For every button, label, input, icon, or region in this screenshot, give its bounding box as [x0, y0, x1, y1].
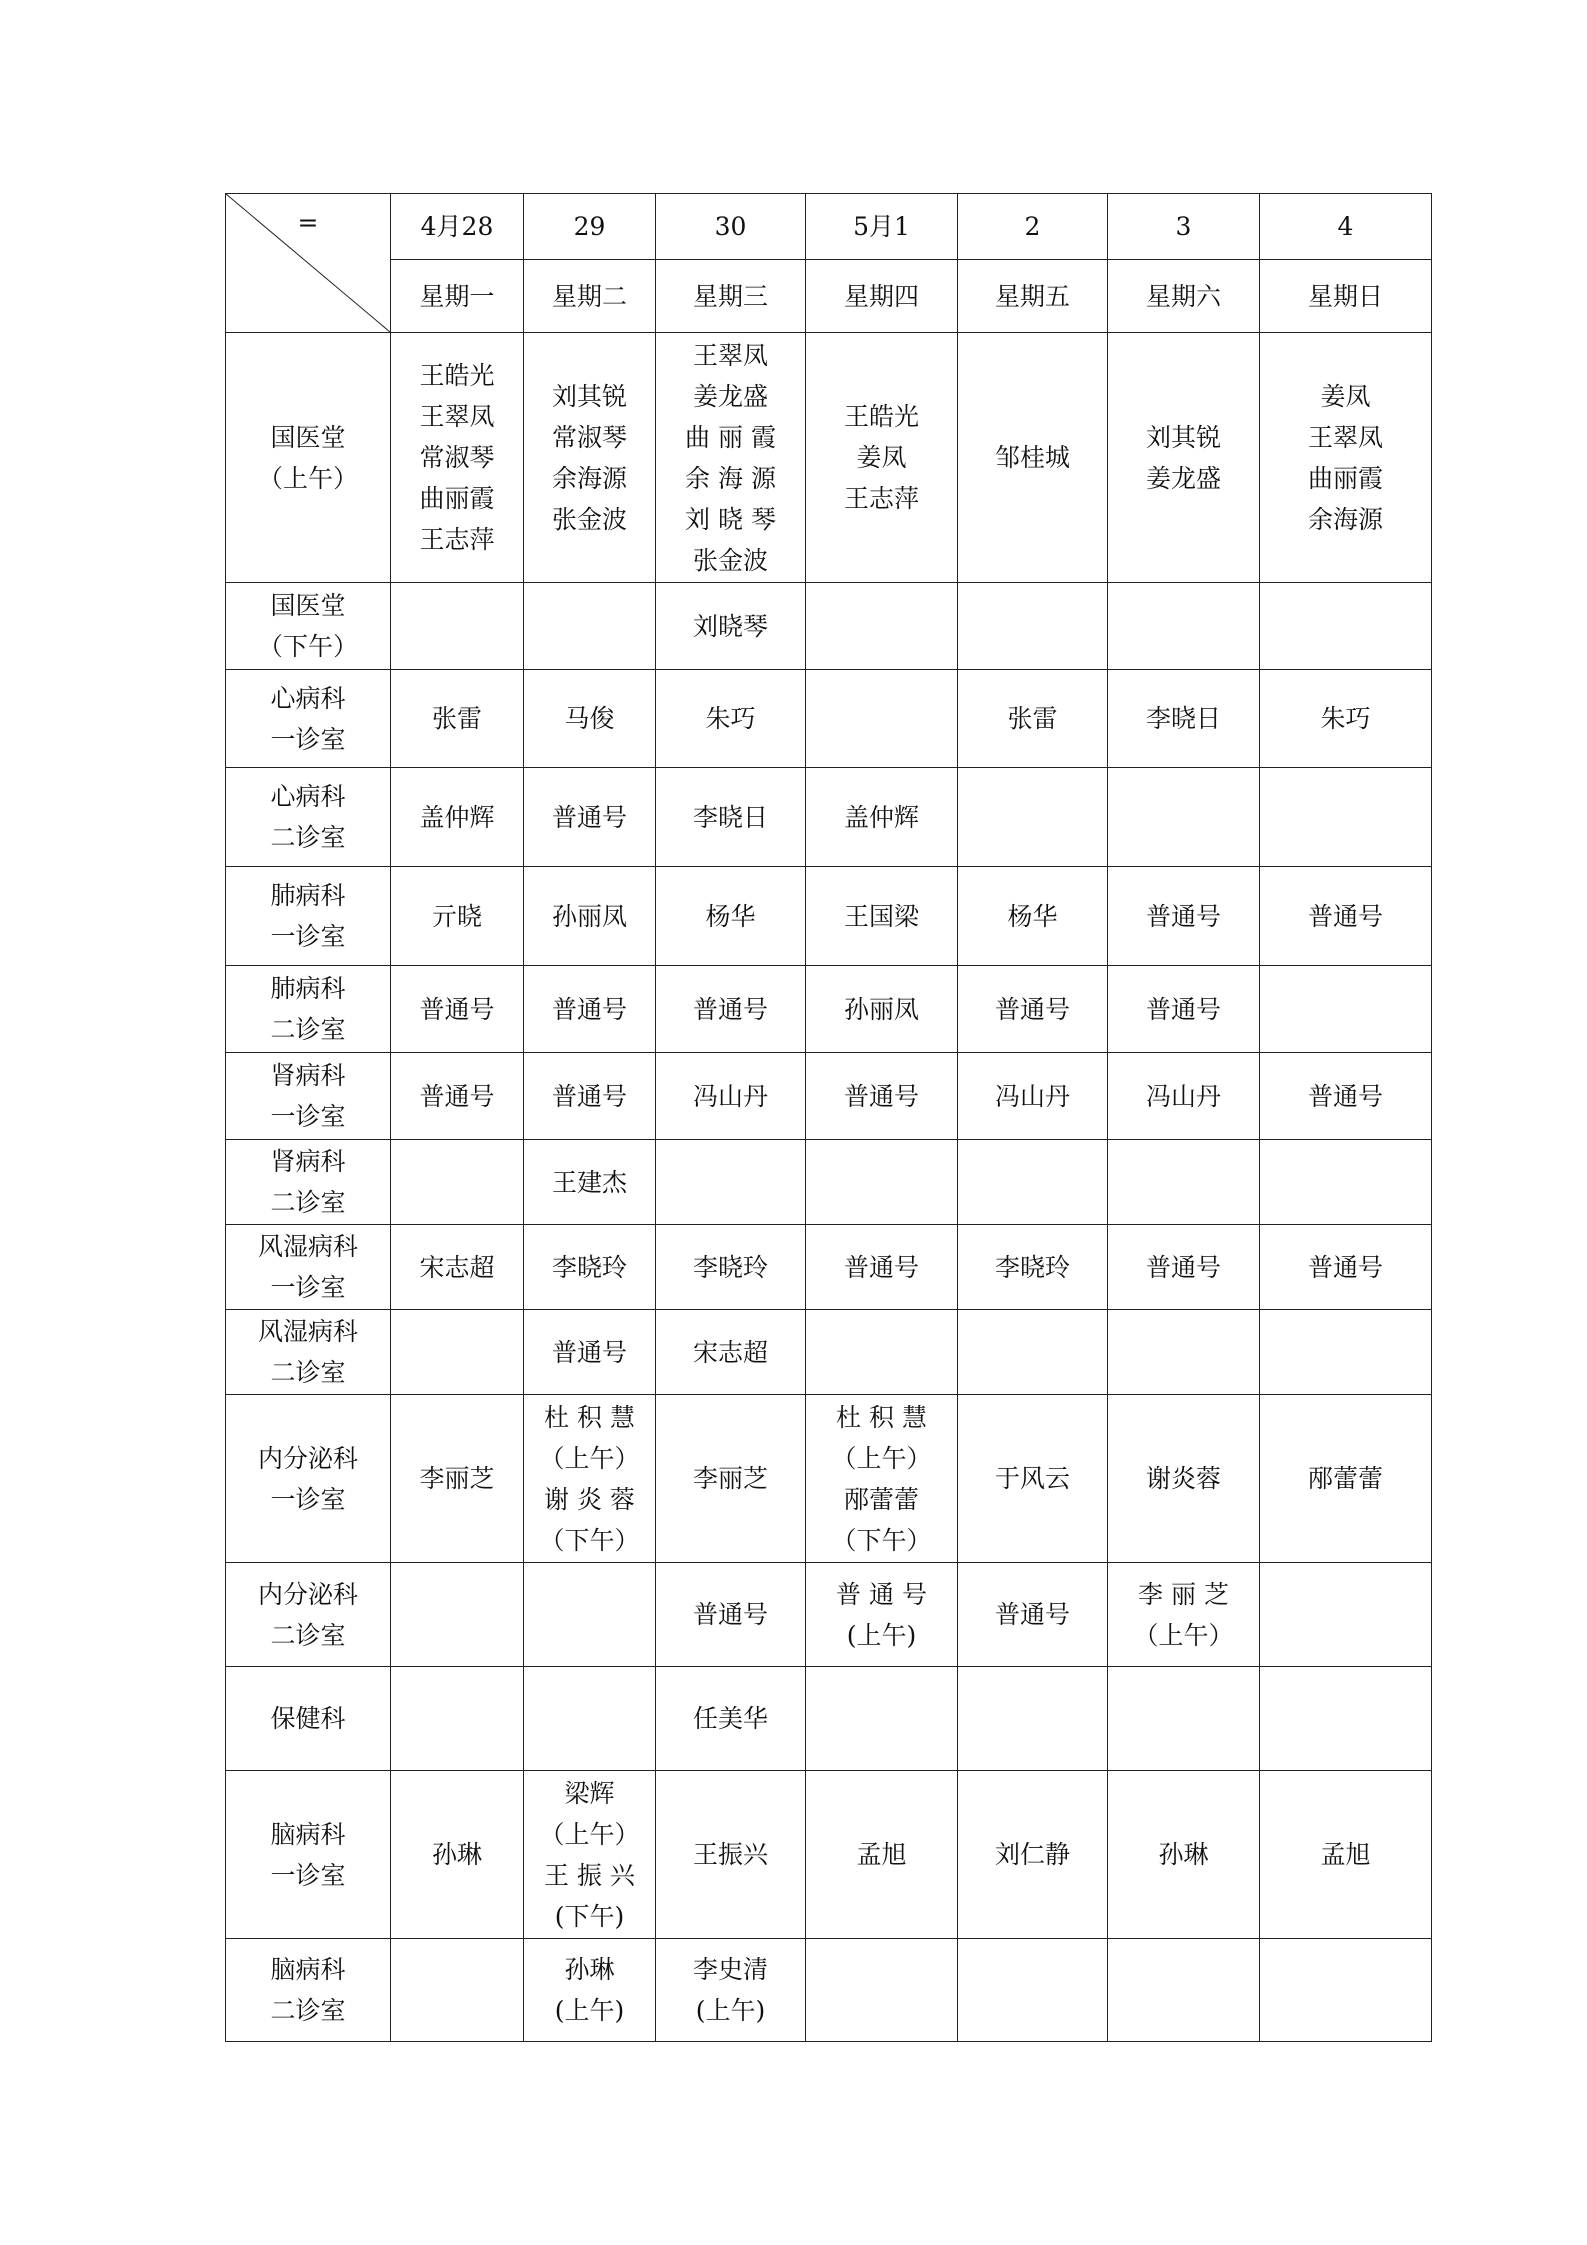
corner-label: = — [297, 208, 319, 237]
date-header-cell: 29 — [524, 194, 656, 260]
duty-schedule-table — [225, 193, 1432, 2042]
doctor-cell: 刘其锐 常淑琴 余海源 张金波 — [524, 333, 656, 583]
doctor-cell: 普通号 — [524, 768, 656, 867]
doctor-cell — [958, 1140, 1108, 1225]
doctor-cell: 普通号 — [524, 966, 656, 1053]
doctor-cell — [1260, 768, 1432, 867]
department-cell: 内分泌科 一诊室 — [226, 1395, 391, 1563]
department-cell: 肺病科 一诊室 — [226, 867, 391, 966]
department-row — [226, 867, 1432, 966]
doctor-cell — [806, 1939, 958, 2042]
doctor-cell: 邴蕾蕾 — [1260, 1395, 1432, 1563]
doctor-cell — [1108, 1310, 1260, 1395]
doctor-cell — [1108, 768, 1260, 867]
doctor-cell: 普通号 — [391, 966, 524, 1053]
doctor-cell — [806, 1310, 958, 1395]
doctor-cell: 冯山丹 — [1108, 1053, 1260, 1140]
doctor-cell: 王翠凤 姜龙盛 曲 丽 霞 余 海 源 刘 晓 琴 张金波 — [656, 333, 806, 583]
doctor-cell: 谢炎蓉 — [1108, 1395, 1260, 1563]
weekday-header-cell: 星期四 — [806, 260, 958, 333]
doctor-cell: 朱巧 — [656, 670, 806, 768]
weekday-header-cell: 星期二 — [524, 260, 656, 333]
weekday-header-cell: 星期日 — [1260, 260, 1432, 333]
doctor-cell: 王建杰 — [524, 1140, 656, 1225]
department-row — [226, 1395, 1432, 1563]
doctor-cell: 普 通 号 (上午) — [806, 1563, 958, 1667]
doctor-cell: 冯山丹 — [656, 1053, 806, 1140]
doctor-cell — [391, 1310, 524, 1395]
doctor-cell: 孙丽凤 — [806, 966, 958, 1053]
doctor-cell: 李丽芝 — [391, 1395, 524, 1563]
doctor-cell — [1260, 583, 1432, 670]
date-header-cell: 30 — [656, 194, 806, 260]
doctor-cell: 刘其锐 姜龙盛 — [1108, 333, 1260, 583]
doctor-cell — [958, 583, 1108, 670]
doctor-cell: 孙丽凤 — [524, 867, 656, 966]
doctor-cell: 王皓光 王翠凤 常淑琴 曲丽霞 王志萍 — [391, 333, 524, 583]
doctor-cell — [391, 1140, 524, 1225]
date-header-cell: 4 — [1260, 194, 1432, 260]
doctor-cell: 李晓玲 — [958, 1225, 1108, 1310]
date-header-row — [226, 194, 1432, 260]
doctor-cell — [524, 1667, 656, 1771]
doctor-cell — [958, 1667, 1108, 1771]
doctor-cell: 王国梁 — [806, 867, 958, 966]
doctor-cell — [806, 1140, 958, 1225]
date-header-cell: 4月28 — [391, 194, 524, 260]
doctor-cell: 盖仲辉 — [391, 768, 524, 867]
department-row — [226, 670, 1432, 768]
doctor-cell — [958, 1939, 1108, 2042]
doctor-cell — [391, 1563, 524, 1667]
date-header-cell: 5月1 — [806, 194, 958, 260]
doctor-cell — [1260, 966, 1432, 1053]
doctor-cell: 李晓日 — [656, 768, 806, 867]
doctor-cell: 普通号 — [1108, 1225, 1260, 1310]
doctor-cell — [391, 1939, 524, 2042]
doctor-cell: 刘晓琴 — [656, 583, 806, 670]
doctor-cell: 普通号 — [391, 1053, 524, 1140]
weekday-header-cell: 星期六 — [1108, 260, 1260, 333]
doctor-cell: 李晓玲 — [656, 1225, 806, 1310]
doctor-cell — [1108, 1140, 1260, 1225]
doctor-cell — [806, 1667, 958, 1771]
department-row — [226, 966, 1432, 1053]
department-row — [226, 1053, 1432, 1140]
doctor-cell: 李史清 (上午) — [656, 1939, 806, 2042]
doctor-cell — [524, 583, 656, 670]
doctor-cell — [1260, 1310, 1432, 1395]
doctor-cell: 孙琳 — [1108, 1771, 1260, 1939]
doctor-cell: 杜 积 慧 （上午） 邴蕾蕾 （下午） — [806, 1395, 958, 1563]
doctor-cell — [1108, 583, 1260, 670]
doctor-cell: 梁辉 （上午） 王 振 兴 (下午) — [524, 1771, 656, 1939]
doctor-cell: 李晓日 — [1108, 670, 1260, 768]
doctor-cell: 张雷 — [958, 670, 1108, 768]
doctor-cell: 普通号 — [806, 1053, 958, 1140]
doctor-cell — [958, 768, 1108, 867]
department-cell: 国医堂 （上午） — [226, 333, 391, 583]
doctor-cell: 刘仁静 — [958, 1771, 1108, 1939]
department-row — [226, 333, 1432, 583]
doctor-cell: 宋志超 — [656, 1310, 806, 1395]
doctor-cell: 普通号 — [1260, 867, 1432, 966]
department-row — [226, 1140, 1432, 1225]
doctor-cell: 邹桂城 — [958, 333, 1108, 583]
department-row — [226, 768, 1432, 867]
doctor-cell: 普通号 — [958, 1563, 1108, 1667]
schedule-body — [226, 194, 1432, 2042]
doctor-cell: 普通号 — [524, 1053, 656, 1140]
department-row — [226, 1310, 1432, 1395]
doctor-cell — [391, 1667, 524, 1771]
doctor-cell — [806, 583, 958, 670]
doctor-cell: 马俊 — [524, 670, 656, 768]
doctor-cell: 普通号 — [1260, 1225, 1432, 1310]
doctor-cell: 于风云 — [958, 1395, 1108, 1563]
doctor-cell: 张雷 — [391, 670, 524, 768]
department-cell: 国医堂 （下午） — [226, 583, 391, 670]
department-row — [226, 1771, 1432, 1939]
department-cell: 心病科 二诊室 — [226, 768, 391, 867]
department-cell: 脑病科 二诊室 — [226, 1939, 391, 2042]
doctor-cell — [1260, 1563, 1432, 1667]
doctor-cell — [1108, 1939, 1260, 2042]
doctor-cell: 孙琳 (上午) — [524, 1939, 656, 2042]
date-header-cell: 2 — [958, 194, 1108, 260]
department-cell: 保健科 — [226, 1667, 391, 1771]
doctor-cell — [1108, 1667, 1260, 1771]
doctor-cell — [656, 1140, 806, 1225]
department-cell: 肺病科 二诊室 — [226, 966, 391, 1053]
doctor-cell — [391, 583, 524, 670]
department-cell: 心病科 一诊室 — [226, 670, 391, 768]
department-cell: 风湿病科 一诊室 — [226, 1225, 391, 1310]
doctor-cell — [1260, 1939, 1432, 2042]
doctor-cell: 王振兴 — [656, 1771, 806, 1939]
doctor-cell — [1260, 1667, 1432, 1771]
weekday-header-cell: 星期一 — [391, 260, 524, 333]
department-row — [226, 1667, 1432, 1771]
doctor-cell: 普通号 — [656, 966, 806, 1053]
weekday-header-row — [226, 260, 1432, 333]
doctor-cell: 普通号 — [524, 1310, 656, 1395]
doctor-cell: 普通号 — [1108, 867, 1260, 966]
doctor-cell: 孟旭 — [1260, 1771, 1432, 1939]
corner-header-cell — [226, 194, 391, 333]
doctor-cell — [524, 1563, 656, 1667]
department-cell: 内分泌科 二诊室 — [226, 1563, 391, 1667]
department-row — [226, 1939, 1432, 2042]
doctor-cell: 杨华 — [958, 867, 1108, 966]
department-row — [226, 1225, 1432, 1310]
doctor-cell: 普通号 — [958, 966, 1108, 1053]
doctor-cell: 李 丽 芝 （上午） — [1108, 1563, 1260, 1667]
department-cell: 肾病科 一诊室 — [226, 1053, 391, 1140]
doctor-cell: 杜 积 慧 （上午） 谢 炎 蓉 （下午） — [524, 1395, 656, 1563]
doctor-cell: 李丽芝 — [656, 1395, 806, 1563]
doctor-cell: 王皓光 姜凤 王志萍 — [806, 333, 958, 583]
doctor-cell: 李晓玲 — [524, 1225, 656, 1310]
doctor-cell: 孙琳 — [391, 1771, 524, 1939]
doctor-cell: 朱巧 — [1260, 670, 1432, 768]
doctor-cell — [806, 670, 958, 768]
weekday-header-cell: 星期五 — [958, 260, 1108, 333]
department-row — [226, 583, 1432, 670]
doctor-cell: 普通号 — [1260, 1053, 1432, 1140]
doctor-cell: 冯山丹 — [958, 1053, 1108, 1140]
doctor-cell: 普通号 — [806, 1225, 958, 1310]
department-cell: 肾病科 二诊室 — [226, 1140, 391, 1225]
doctor-cell: 杨华 — [656, 867, 806, 966]
doctor-cell: 任美华 — [656, 1667, 806, 1771]
doctor-cell: 姜凤 王翠凤 曲丽霞 余海源 — [1260, 333, 1432, 583]
doctor-cell — [1260, 1140, 1432, 1225]
department-cell: 风湿病科 二诊室 — [226, 1310, 391, 1395]
doctor-cell: 亓晓 — [391, 867, 524, 966]
department-cell: 脑病科 一诊室 — [226, 1771, 391, 1939]
date-header-cell: 3 — [1108, 194, 1260, 260]
doctor-cell — [958, 1310, 1108, 1395]
doctor-cell: 孟旭 — [806, 1771, 958, 1939]
doctor-cell: 盖仲辉 — [806, 768, 958, 867]
weekday-header-cell: 星期三 — [656, 260, 806, 333]
doctor-cell: 普通号 — [656, 1563, 806, 1667]
doctor-cell: 宋志超 — [391, 1225, 524, 1310]
doctor-cell: 普通号 — [1108, 966, 1260, 1053]
department-row — [226, 1563, 1432, 1667]
